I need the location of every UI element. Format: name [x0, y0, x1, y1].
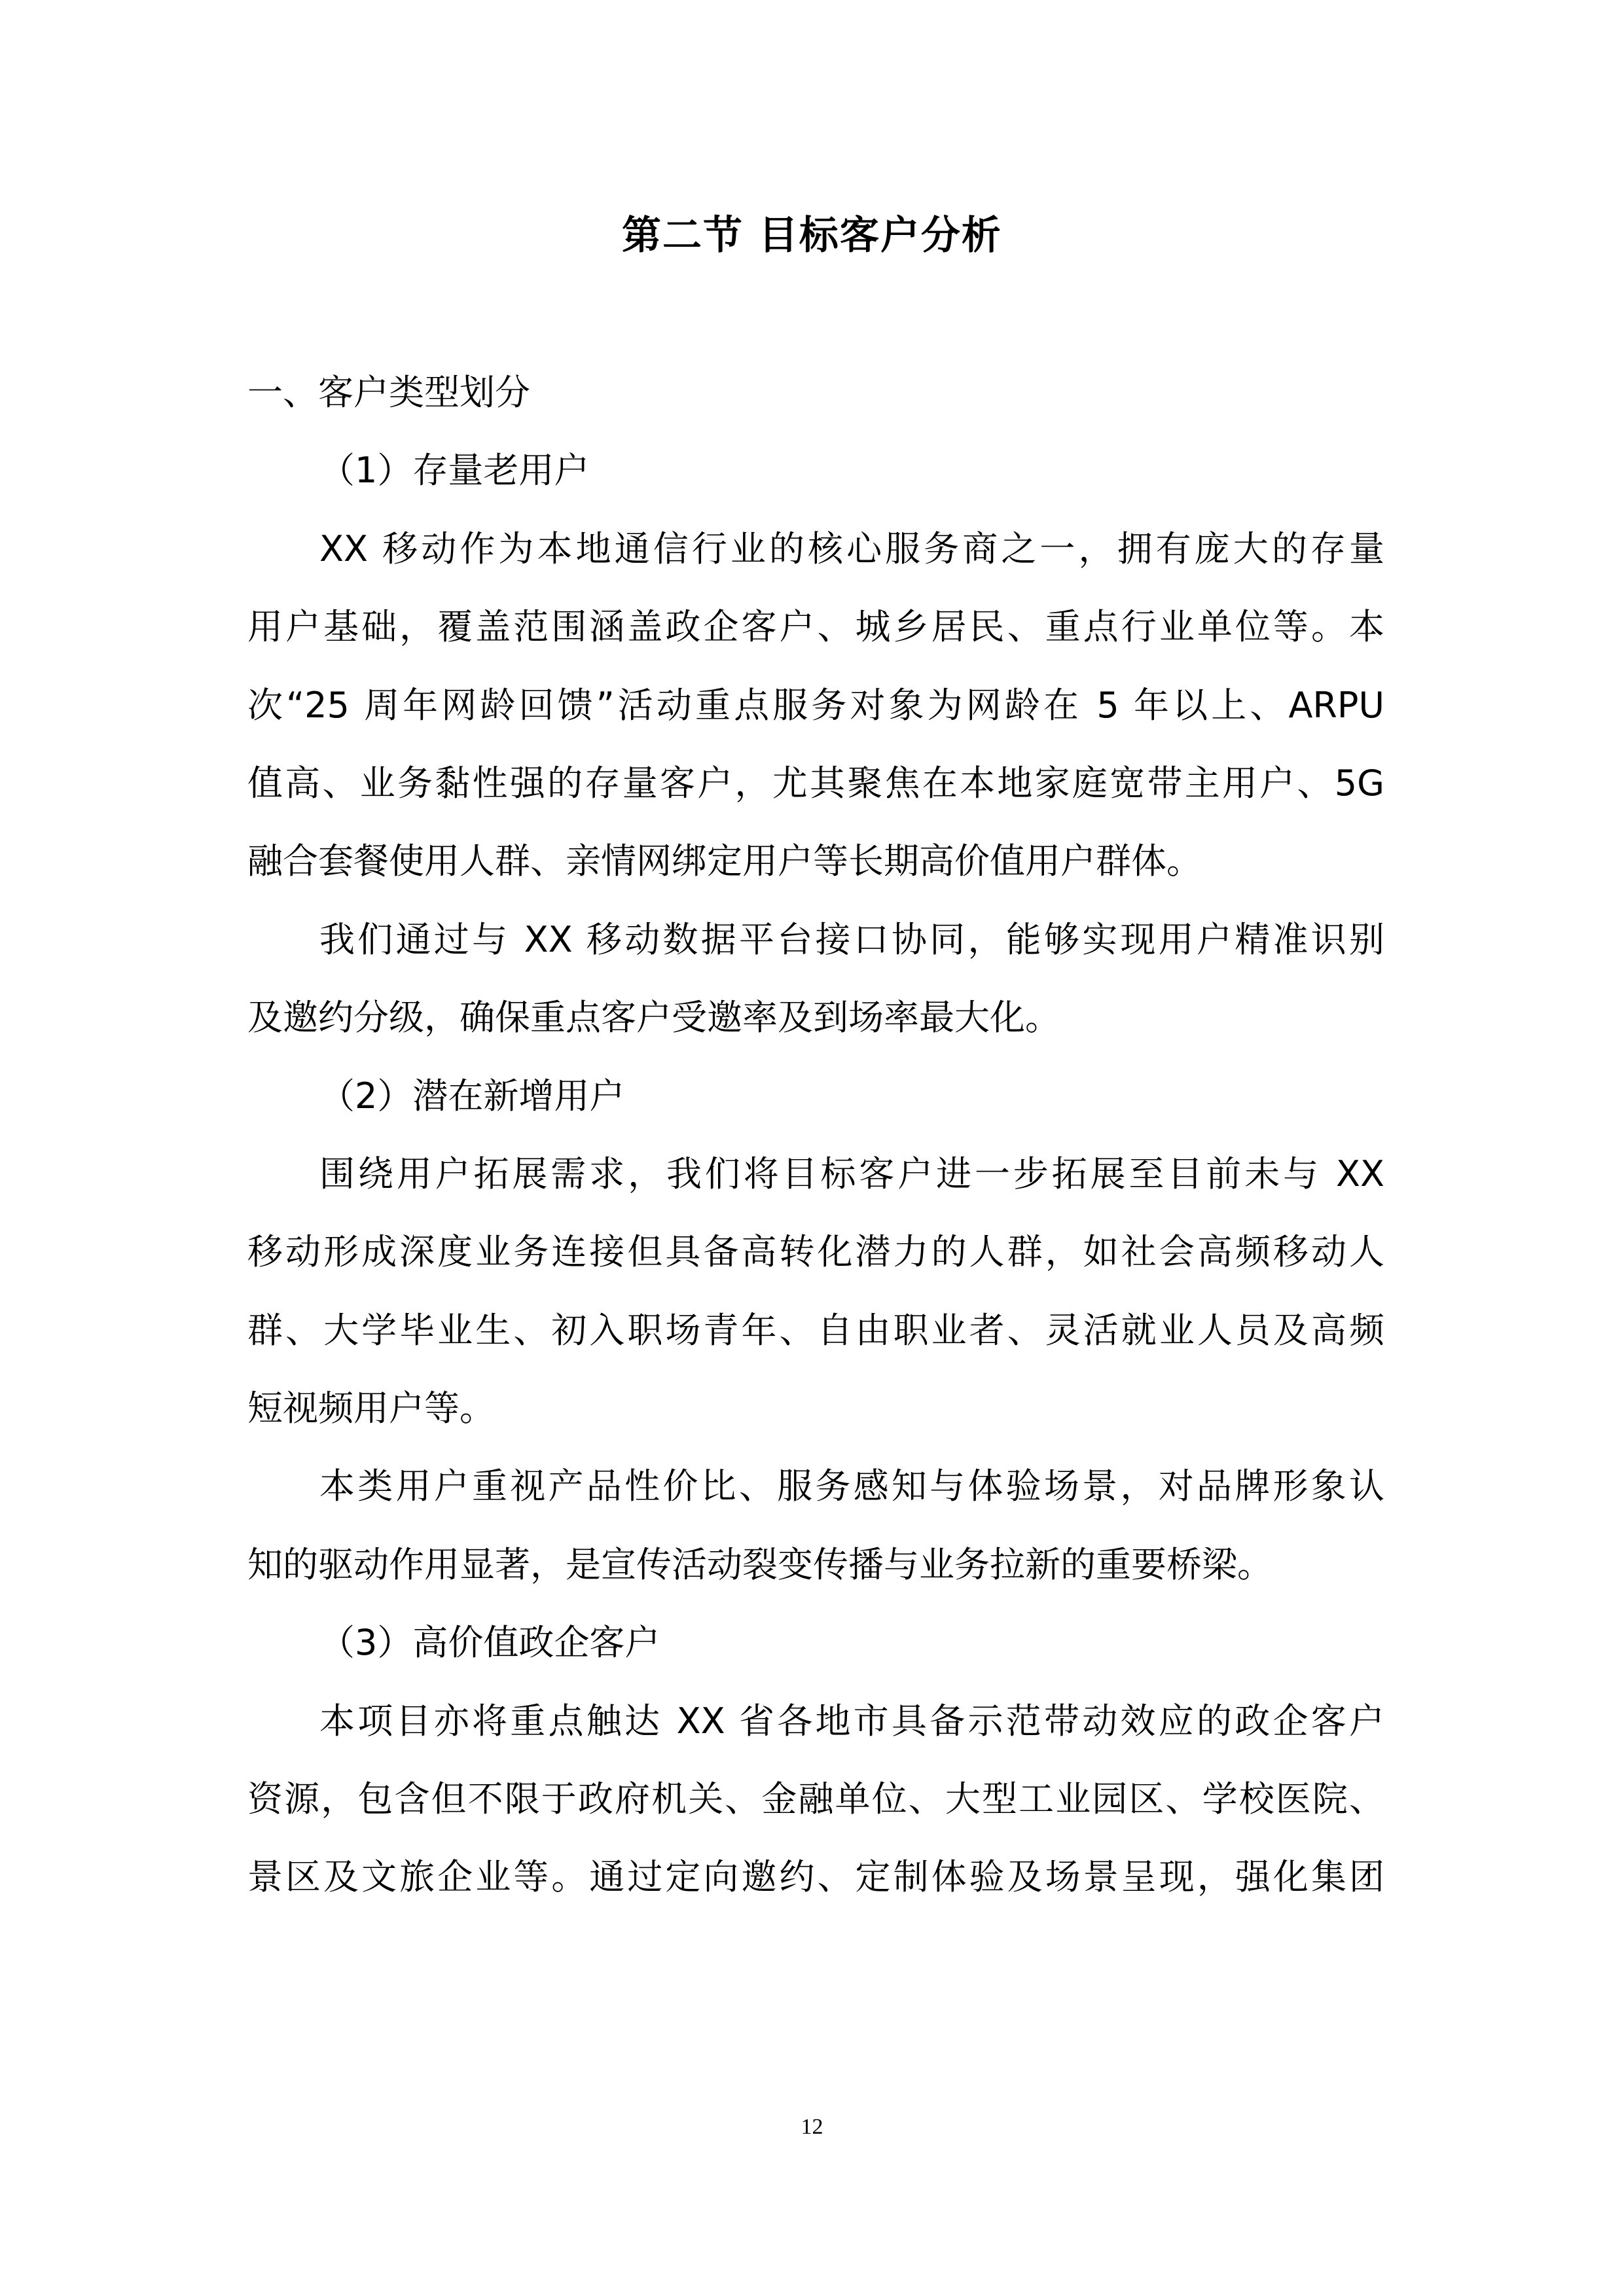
subheading-enterprise-customers: （3）高价值政企客户	[319, 1622, 660, 1664]
document-body	[247, 353, 1384, 1916]
paragraph-line: 群、大学毕业生、初入职场青年、自由职业者、灵活就业人员及高频	[247, 1309, 1384, 1351]
heading-customer-types: 一、客户类型划分	[247, 372, 530, 413]
paragraph-line: 本类用户重视产品性价比、服务感知与体验场景，对品牌形象认	[319, 1465, 1384, 1507]
paragraph-line: 本项目亦将重点触达 XX 省各地市具备示范带动效应的政企客户	[319, 1700, 1384, 1742]
paragraph-line: 围绕用户拓展需求，我们将目标客户进一步拓展至目前未与 XX	[319, 1153, 1384, 1194]
paragraph-line: 值高、业务黏性强的存量客户，尤其聚焦在本地家庭宽带主用户、5G	[247, 762, 1384, 804]
page-number: 12	[801, 2115, 823, 2139]
paragraph-line: XX 移动作为本地通信行业的核心服务商之一，拥有庞大的存量	[319, 528, 1384, 569]
paragraph-line: 融合套餐使用人群、亲情网绑定用户等长期高价值用户群体。	[247, 840, 1202, 882]
paragraph-user-value	[247, 1447, 1384, 1604]
paragraph-line: 短视频用户等。	[247, 1388, 495, 1429]
paragraph-data-platform	[247, 901, 1384, 1057]
paragraph-enterprise-customers	[247, 1682, 1384, 1916]
paragraph-line: 知的驱动作用显著，是宣传活动裂变传播与业务拉新的重要桥梁。	[247, 1543, 1272, 1585]
paragraph-line: 我们通过与 XX 移动数据平台接口协同，能够实现用户精准识别	[319, 918, 1384, 960]
paragraph-existing-users	[247, 510, 1384, 901]
paragraph-line: 资源，包含但不限于政府机关、金融单位、大型工业园区、学校医院、	[247, 1778, 1384, 1820]
paragraph-line: 移动形成深度业务连接但具备高转化潜力的人群，如社会高频移动人	[247, 1231, 1384, 1273]
paragraph-line: 及邀约分级，确保重点客户受邀率及到场率最大化。	[247, 997, 1060, 1039]
subheading-existing-users: （1）存量老用户	[319, 450, 590, 492]
paragraph-line: 用户基础，覆盖范围涵盖政企客户、城乡居民、重点行业单位等。本	[247, 606, 1384, 648]
section-title: 第二节 目标客户分析	[622, 213, 1002, 259]
paragraph-potential-users	[247, 1135, 1384, 1448]
paragraph-line: 景区及文旅企业等。通过定向邀约、定制体验及场景呈现，强化集团	[247, 1856, 1384, 1898]
paragraph-line: 次“25 周年网龄回馈”活动重点服务对象为网龄在 5 年以上、ARPU	[247, 684, 1384, 726]
subheading-potential-users: （2）潜在新增用户	[319, 1075, 625, 1117]
